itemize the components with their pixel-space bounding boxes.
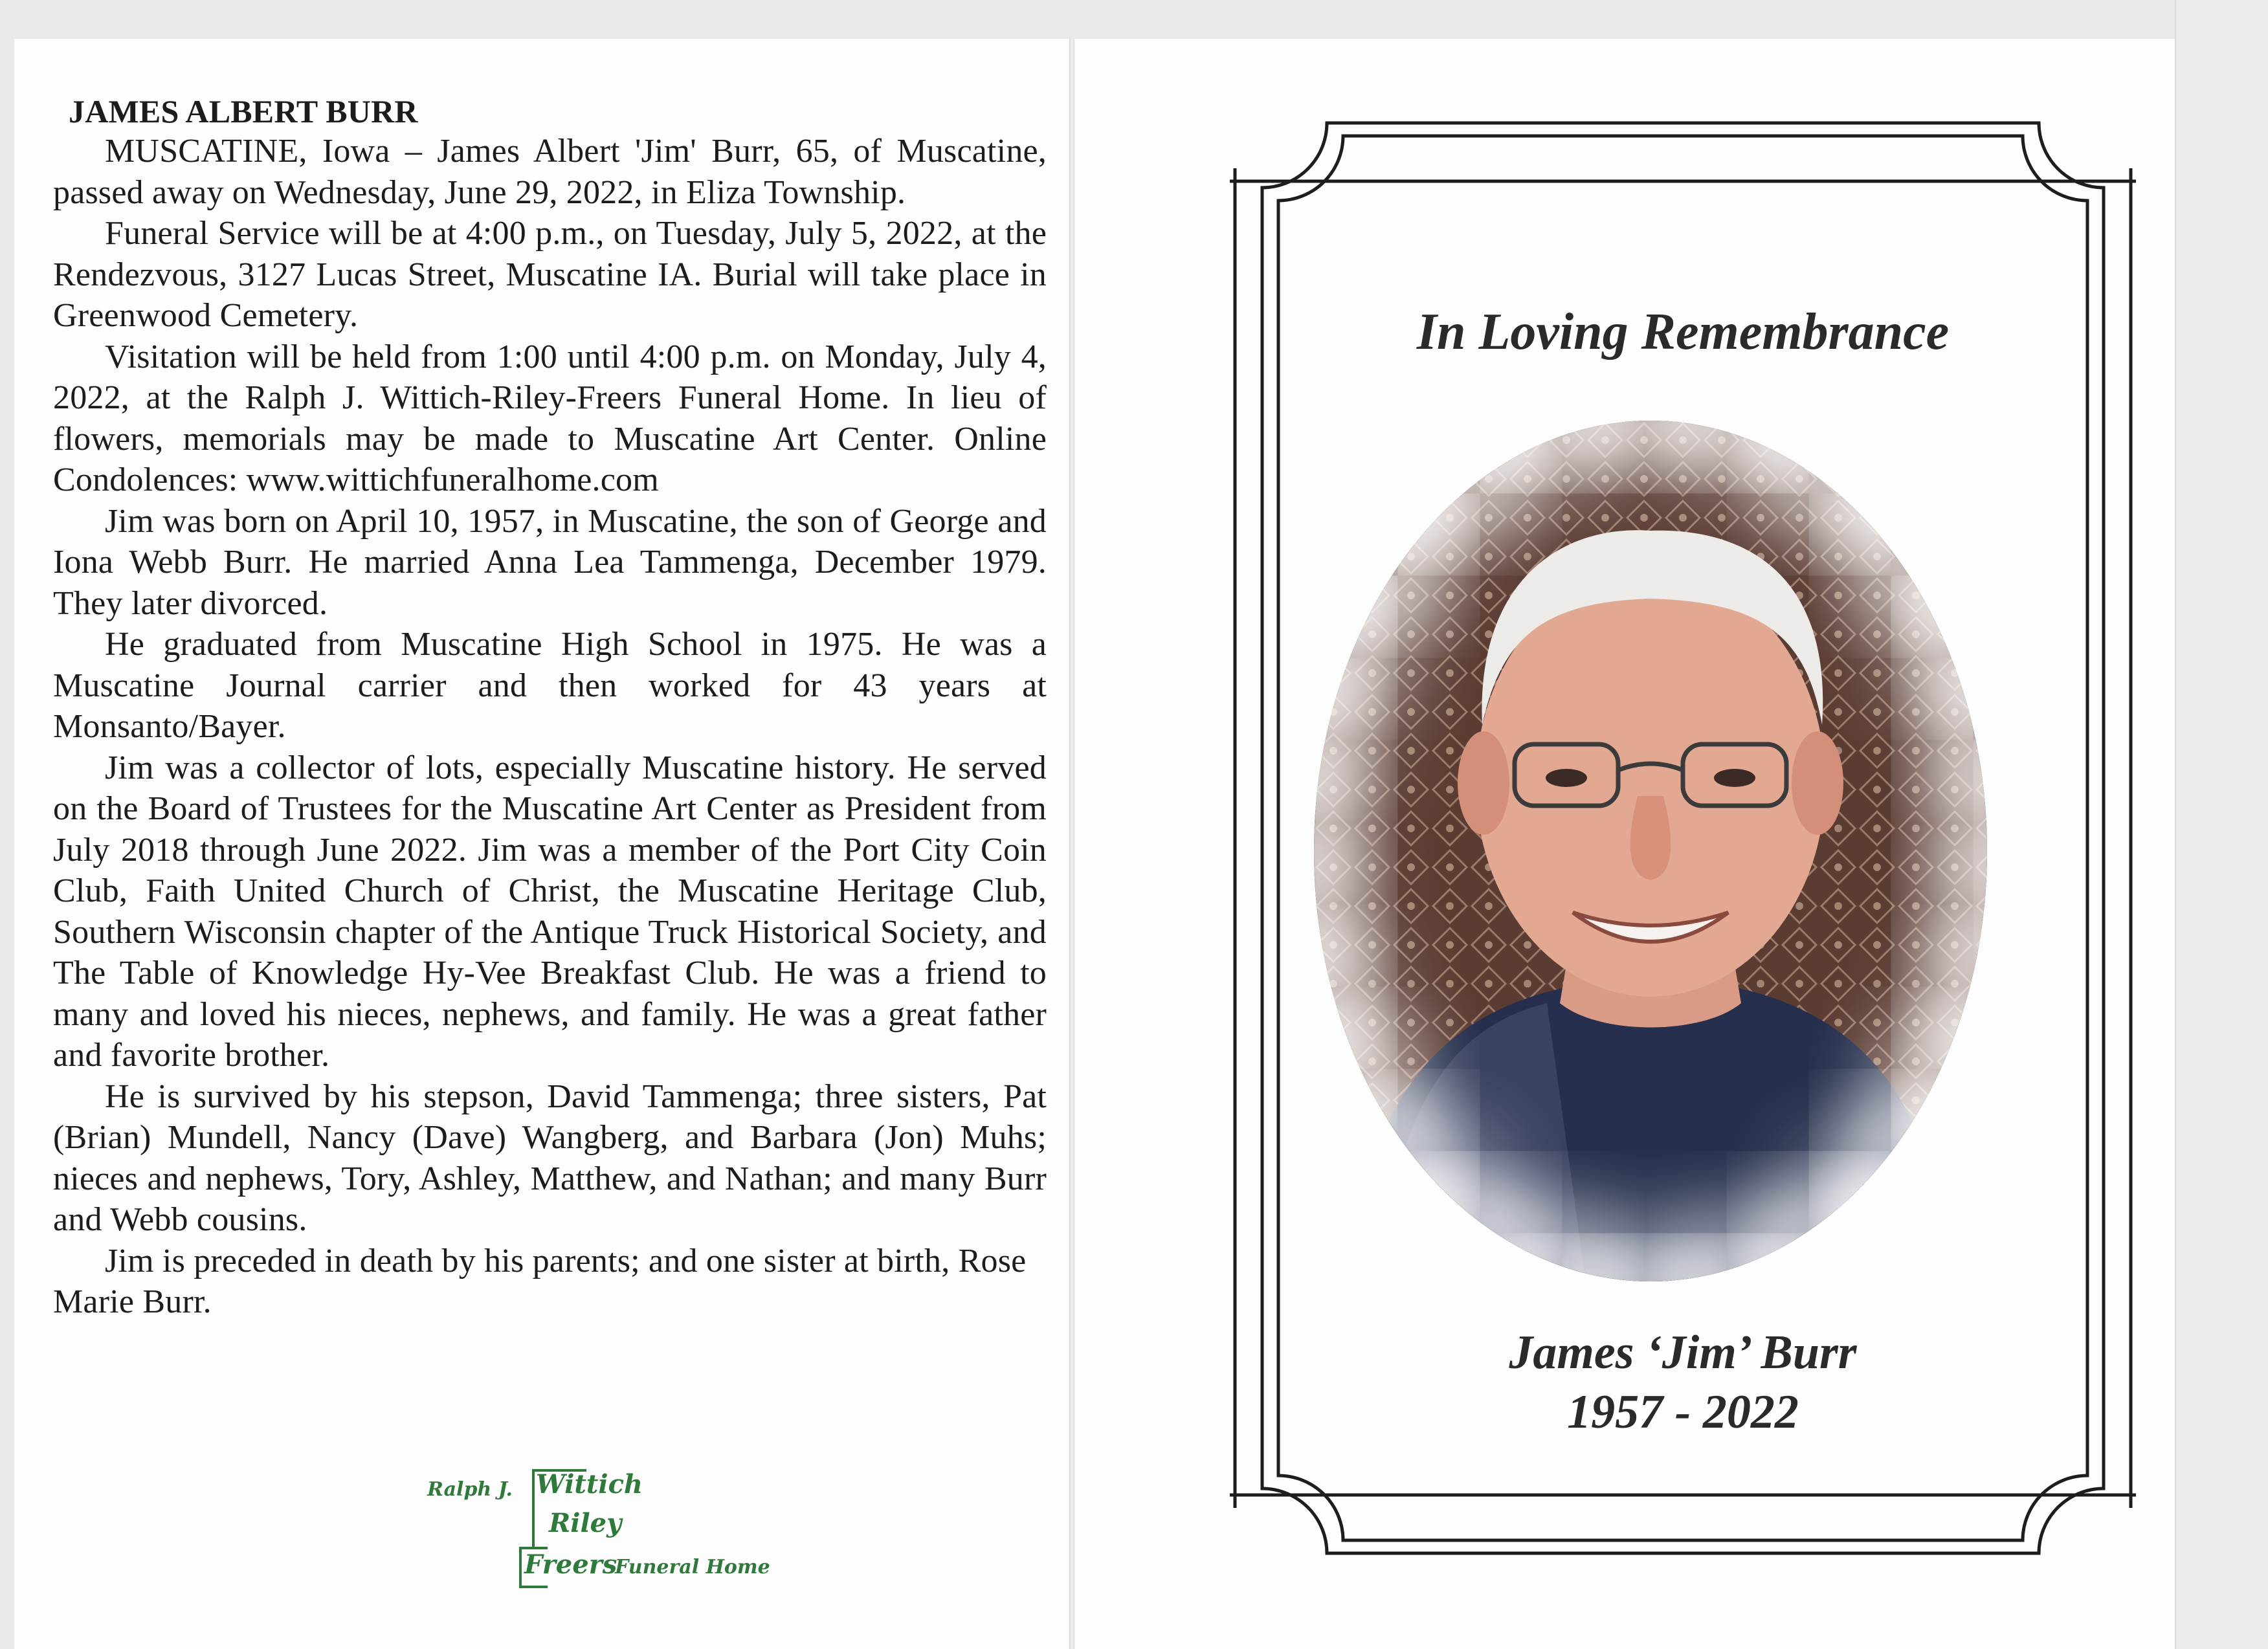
logo-line-3: Freers: [524, 1549, 617, 1580]
logo-line-2: Riley: [549, 1508, 622, 1538]
card-title: In Loving Remembrance: [1416, 304, 1950, 360]
funeral-home-logo: [427, 1461, 770, 1591]
obituary-heading: JAMES ALBERT BURR: [69, 93, 418, 129]
obituary-paragraph: He is survived by his stepson, David Tammenga; three sisters, Pat (Brian) Mundell, Nancy (Dave) Wangberg, and Barbara (Jon) Muhs; nieces and nephews, Tory, Ashley, Matthew, and Nathan; and many Burr and Webb cousins.: [53, 1078, 1047, 1238]
logo-line-1: Wittich: [536, 1469, 643, 1500]
logo-prefix: Ralph J.: [427, 1478, 513, 1501]
logo-bracket: [532, 1508, 548, 1548]
life-years: 1957 - 2022: [1567, 1386, 1799, 1439]
obituary-paragraph: MUSCATINE, Iowa – James Albert 'Jim' Burr, 65, of Muscatine, passed away on Wednesday, June 29, 2022, in Eliza Township.: [53, 133, 1047, 211]
portrait-vignette: [1314, 421, 1987, 1281]
obituary-paragraph: Funeral Service will be at 4:00 p.m., on Tuesday, July 5, 2022, at the Rendezvous, 3127 Lucas Street, Muscatine IA. Burial will take place in Greenwood Cemetery.: [53, 215, 1047, 334]
obituary-paragraph: Jim is preceded in death by his parents; and one sister at birth, Rose Marie Burr.: [53, 1242, 1027, 1320]
scan-margin: [2175, 0, 2268, 1649]
deceased-name: James ‘Jim’ Burr: [1509, 1326, 1857, 1379]
obituary-paragraph: Visitation will be held from 1:00 until 4:00 p.m. on Monday, July 4, 2022, at the Ralph J. Wittich-Riley-Freers Funeral Home. In lieu of flowers, memorials may be made to Muscatine Art Center. Online Condolences: www.wittichfuneralhome.com: [53, 338, 1047, 498]
obituary-text: [53, 92, 1047, 1323]
obituary-paragraph: He graduated from Muscatine High School in 1975. He was a Muscatine Journal carrier and then worked for 43 years at Monsanto/Bayer.: [53, 626, 1047, 745]
obituary-paragraph: Jim was born on April 10, 1957, in Muscatine, the son of George and Iona Webb Burr. He married Anna Lea Tammenga, December 1979. They later divorced.: [53, 502, 1047, 622]
page-fold: [1069, 39, 1074, 1649]
obituary-paragraph: Jim was a collector of lots, especially Muscatine history. He served on the Board of Trustees for the Muscatine Art Center as President from July 2018 through June 2022. Jim was a member of the Port City Coin Club, Faith United Church of Christ, the Muscatine Heritage Club, Southern Wisconsin chapter of the Antique Truck Historical Society, and The Table of Knowledge Hy-Vee Breakfast Club. He was a friend to many and loved his nieces, nephews, and family. He was a great father and favorite brother.: [53, 749, 1047, 1074]
logo-suffix: Funeral Home: [615, 1556, 770, 1578]
